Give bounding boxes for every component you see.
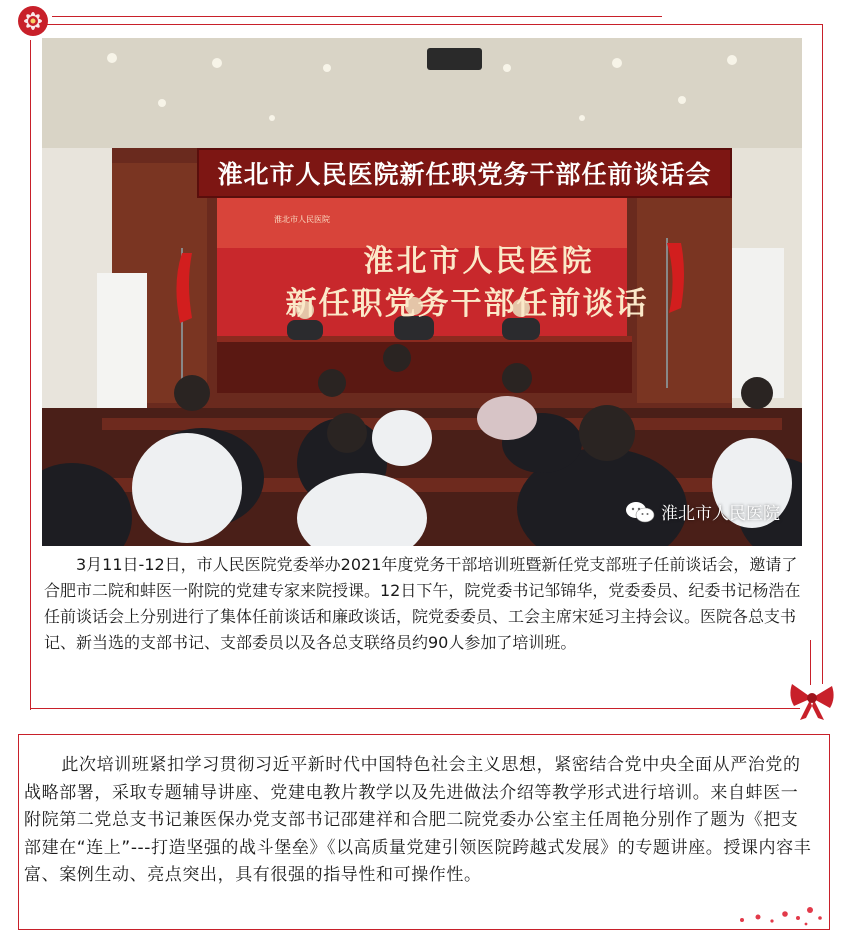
top-border-line	[42, 24, 822, 25]
meeting-banner: 淮北市人民医院新任职党务干部任前谈话会	[197, 148, 732, 198]
article-paragraph-1: 3月11日-12日，市人民医院党委举办2021年度党务干部培训班暨新任党支部班子任前谈话会，邀请了合肥市二院和蚌医一附院的党建专家来院授课。12日下午，院党委书记邹锦华，党委委员、纪委书记杨浩在任前谈话会上分别进行了集体任前谈话和廉政谈话，院党委委员、工会主席宋延习主持会议。医院各总支书记、新当选的支部书记、支部委员以及各总支联络员约90人参加了培训班。	[44, 555, 801, 652]
right-border-line	[822, 24, 823, 684]
meeting-photo	[42, 38, 802, 546]
flower-ornament-icon	[16, 4, 50, 38]
photo-watermark	[625, 499, 780, 524]
dots-ornament-icon	[730, 898, 830, 928]
watermark-text: 淮北市人民医院	[661, 504, 780, 524]
article-paragraph-2: 此次培训班紧扣学习贯彻习近平新时代中国特色社会主义思想，紧密结合党中央全面从严治党的战略部署，采取专题辅导讲座、党建电教片教学以及先进做法介绍等教学形式进行培训。来自蚌医一附院第二党总支书记兼医保办党支部书记邵建祥和合肥二院党委办公室主任周艳分别作了题为《把支部建在“连上”---打造坚强的战斗堡垒》《以高质量党建引领医院跨越式发展》的专题讲座。授课内容丰富、案例生动、亮点突出，具有很强的指导性和可操作性。	[24, 755, 812, 885]
screen-title-line2: 新任职党务干部任前谈话	[285, 286, 649, 322]
bottom-border-line	[30, 708, 800, 709]
top-divider-line	[52, 16, 662, 17]
screen-logo: 淮北市人民医院	[274, 215, 330, 224]
wechat-icon	[625, 500, 655, 524]
bow-ornament-icon	[786, 676, 838, 722]
left-border-line	[30, 40, 31, 710]
screen-title-line1: 淮北市人民医院	[363, 244, 595, 279]
